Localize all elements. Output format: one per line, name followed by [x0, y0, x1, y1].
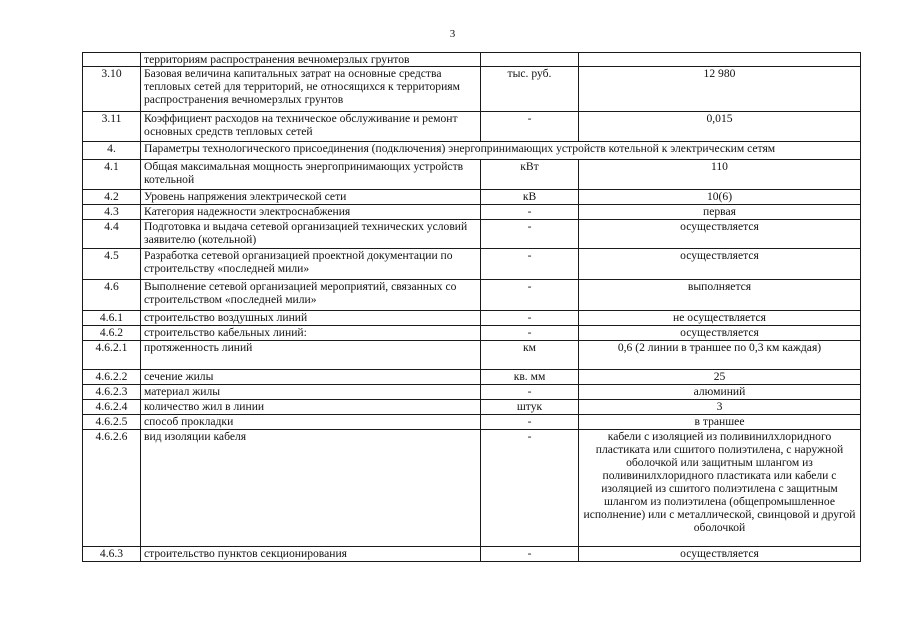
unit-cell: -	[481, 547, 579, 562]
table-row	[83, 430, 861, 547]
row-number: 4.6.3	[83, 547, 141, 562]
unit-cell	[481, 53, 579, 67]
unit-cell: штук	[481, 400, 579, 415]
unit-cell: тыс. руб.	[481, 67, 579, 112]
parameter-name: материал жилы	[141, 385, 481, 400]
row-number	[83, 53, 141, 67]
parameter-name: Базовая величина капитальных затрат на основные средства тепловых сетей для территорий, не относящихся к территориям распространения вечномерзлых грунтов	[141, 67, 481, 112]
table-row	[83, 370, 861, 385]
value-cell: 25	[579, 370, 861, 385]
row-number: 4.6.2	[83, 326, 141, 341]
table-row	[83, 67, 861, 112]
table-row	[83, 326, 861, 341]
parameter-name: строительство воздушных линий	[141, 311, 481, 326]
value-cell: в траншее	[579, 415, 861, 430]
unit-cell: -	[481, 205, 579, 220]
row-number: 4.3	[83, 205, 141, 220]
row-number: 4.4	[83, 220, 141, 249]
parameter-name: количество жил в линии	[141, 400, 481, 415]
table-row	[83, 112, 861, 142]
table-row	[83, 160, 861, 190]
table-row	[83, 53, 861, 67]
parameter-name: строительство кабельных линий:	[141, 326, 481, 341]
parameter-name: территориям распространения вечномерзлых грунтов	[141, 53, 481, 67]
unit-cell: -	[481, 415, 579, 430]
row-number: 3.11	[83, 112, 141, 142]
row-number: 4.2	[83, 190, 141, 205]
unit-cell: -	[481, 385, 579, 400]
value-cell: осуществляется	[579, 547, 861, 562]
parameter-name: строительство пунктов секционирования	[141, 547, 481, 562]
row-number: 4.6.2.6	[83, 430, 141, 547]
row-number: 4.1	[83, 160, 141, 190]
value-cell: 12 980	[579, 67, 861, 112]
unit-cell: кВ	[481, 190, 579, 205]
value-cell: осуществляется	[579, 249, 861, 280]
row-number: 4.6.2.3	[83, 385, 141, 400]
unit-cell: -	[481, 220, 579, 249]
value-cell: первая	[579, 205, 861, 220]
value-cell: выполняется	[579, 280, 861, 311]
page-number: 3	[449, 28, 456, 40]
row-number: 3.10	[83, 67, 141, 112]
value-cell: осуществляется	[579, 220, 861, 249]
unit-cell: -	[481, 311, 579, 326]
table-body	[83, 53, 861, 562]
parameter-name: Категория надежности электроснабжения	[141, 205, 481, 220]
table-row	[83, 220, 861, 249]
value-cell: не осуществляется	[579, 311, 861, 326]
table-row	[83, 311, 861, 326]
row-number: 4.6.1	[83, 311, 141, 326]
table-row	[83, 415, 861, 430]
unit-cell: -	[481, 112, 579, 142]
parameter-name: вид изоляции кабеля	[141, 430, 481, 547]
parameter-name: сечение жилы	[141, 370, 481, 385]
unit-cell: кв. мм	[481, 370, 579, 385]
row-number: 4.6.2.1	[83, 341, 141, 370]
parameter-name: Подготовка и выдача сетевой организацией технических условий заявителю (котельной)	[141, 220, 481, 249]
parameter-name: Уровень напряжения электрической сети	[141, 190, 481, 205]
table-row	[83, 547, 861, 562]
parameter-name: способ прокладки	[141, 415, 481, 430]
parameter-name: Общая максимальная мощность энергопринимающих устройств котельной	[141, 160, 481, 190]
value-cell: 10(6)	[579, 190, 861, 205]
value-cell	[579, 53, 861, 67]
table-row	[83, 249, 861, 280]
row-number: 4.	[83, 142, 141, 160]
table-row	[83, 280, 861, 311]
table-row	[83, 205, 861, 220]
parameter-name: Выполнение сетевой организацией мероприятий, связанных со строительством «последней мили»	[141, 280, 481, 311]
parameter-name: Коэффициент расходов на техническое обслуживание и ремонт основных средств тепловых сетей	[141, 112, 481, 142]
value-cell: 3	[579, 400, 861, 415]
value-cell: 0,015	[579, 112, 861, 142]
unit-cell: -	[481, 326, 579, 341]
unit-cell: -	[481, 249, 579, 280]
row-number: 4.5	[83, 249, 141, 280]
section-heading: Параметры технологического присоединения (подключения) энергопринимающих устройств котельной к электрическим сетям	[141, 142, 861, 160]
value-cell: алюминий	[579, 385, 861, 400]
table-row	[83, 341, 861, 370]
value-cell: 110	[579, 160, 861, 190]
table-row	[83, 400, 861, 415]
value-cell: осуществляется	[579, 326, 861, 341]
row-number: 4.6.2.5	[83, 415, 141, 430]
parameter-name: Разработка сетевой организацией проектной документации по строительству «последней мили»	[141, 249, 481, 280]
table-row	[83, 385, 861, 400]
row-number: 4.6.2.2	[83, 370, 141, 385]
unit-cell: кВт	[481, 160, 579, 190]
value-cell: кабели с изоляцией из поливинилхлоридного пластиката или сшитого полиэтилена, с наружной оболочкой или защитным шлангом из поливинилхлоридного пластиката или кабели с изоляцией из сшитого полиэтилена с защитным шлангом из полиэтилена (общепромышленное исполнение) или с металлической, свинцовой и другой оболочкой	[579, 430, 861, 547]
value-cell: 0,6 (2 линии в траншее по 0,3 км каждая)	[579, 341, 861, 370]
unit-cell: -	[481, 430, 579, 547]
unit-cell: км	[481, 341, 579, 370]
parameter-name: протяженность линий	[141, 341, 481, 370]
unit-cell: -	[481, 280, 579, 311]
parameters-table	[82, 52, 861, 562]
row-number: 4.6	[83, 280, 141, 311]
row-number: 4.6.2.4	[83, 400, 141, 415]
table-row	[83, 142, 861, 160]
table-row	[83, 190, 861, 205]
